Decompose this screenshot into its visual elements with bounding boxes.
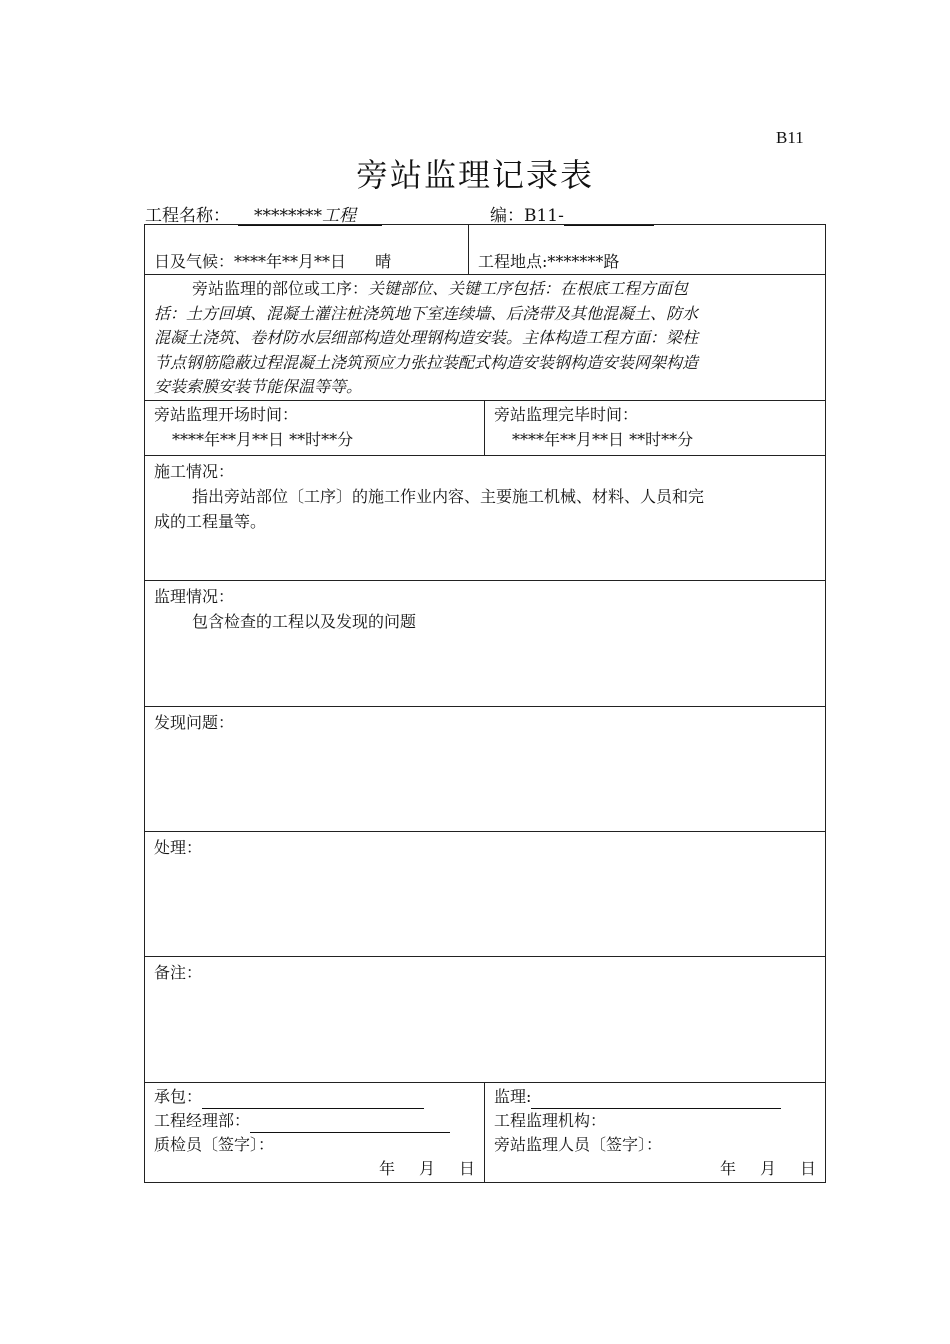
supervisor-label: 监理: [494,1087,532,1106]
start-time-value: ****年**月**日 **时**分 [172,430,354,449]
onsite-supervisor-label: 旁站监理人员〔签字〕： [494,1135,663,1154]
location-label: 工程地点:*******路 [478,252,620,271]
row-times [145,401,826,456]
supervision-text: 包含检查的工程以及发现的问题 [192,612,417,631]
pm-dept-label: 工程经理部： [154,1111,251,1130]
supervisor-date [494,1157,816,1181]
date-weather-cell[interactable] [145,225,469,275]
month-label: 月 [418,1159,435,1178]
handling-label: 处理： [154,838,203,857]
date-weather-label: 日及气候：****年**月**日 [154,252,347,271]
row-remarks [145,957,826,1083]
row-supervision [145,581,826,707]
end-time-value: ****年**月**日 **时**分 [512,430,694,449]
contractor-date [154,1157,475,1181]
construction-text: 指出旁站部位〔工序〕的施工作业内容、主要施工机械、材料、人员和完 [192,487,705,506]
row-signatures [145,1083,826,1183]
scope-line: 混凝土浇筑、卷材防水层细部构造处理钢构造安装。主体构造工程方面：梁柱 [154,328,699,347]
construction-label: 施工情况： [154,462,235,481]
scope-cell[interactable] [145,275,826,401]
year-label: 年 [719,1159,736,1178]
contractor-label: 承包： [154,1087,203,1106]
project-name-value[interactable]: ********工程 [238,207,382,226]
scope-body-first: 关键部位、关键工序包括：在根底工程方面包 [368,279,689,298]
supervision-cell[interactable] [145,581,826,707]
row-handling [145,832,826,957]
contractor-signature-cell[interactable] [145,1083,485,1183]
remarks-cell[interactable] [145,957,826,1083]
supervision-org-label: 工程监理机构： [494,1111,607,1130]
day-label: 日 [458,1159,475,1178]
scope-line: 括：土方回填、混凝土灌注桩浇筑地下室连续墙、后浇带及其他混凝土、防水 [154,303,699,323]
day-label: 日 [799,1159,816,1178]
contractor-blank[interactable] [202,1090,424,1109]
form-number-label: 编：B11- [490,206,564,226]
problems-label: 发现问题： [154,713,235,732]
location-cell[interactable] [469,225,826,275]
year-label: 年 [378,1159,395,1178]
construction-text-cont: 成的工程量等。 [154,512,267,531]
supervision-record-table [144,224,826,1183]
supervisor-blank[interactable] [531,1090,781,1109]
row-construction [145,456,826,581]
end-time-label: 旁站监理完毕时间： [494,405,639,424]
row-date-location [145,225,826,275]
contractor-line [154,1085,475,1109]
form-number-field [490,201,654,226]
pm-dept-blank[interactable] [250,1114,450,1133]
form-code: B11 [776,128,804,147]
construction-cell[interactable] [145,456,826,581]
supervisor-signature-cell[interactable] [485,1083,826,1183]
page-title: 旁站监理记录表 [355,156,594,194]
remarks-label: 备注： [154,963,203,982]
row-problems [145,707,826,832]
start-time-label: 旁站监理开场时间： [154,405,299,424]
scope-lead: 旁站监理的部位或工序： [192,279,369,298]
scope-line: 节点钢筋隐蔽过程混凝土浇筑预应力张拉装配式构造安装钢构造安装网架构造 [154,352,699,372]
end-time-cell[interactable] [485,401,826,456]
scope-line: 安装索膜安装节能保温等等。 [154,377,363,396]
inspector-label: 质检员〔签字〕： [154,1135,275,1154]
problems-cell[interactable] [145,707,826,832]
weather-value: 晴 [375,252,392,271]
pm-dept-line [154,1109,475,1133]
supervisor-line [494,1085,816,1109]
project-name-field [145,201,382,226]
start-time-cell[interactable] [145,401,485,456]
project-name-label: 工程名称： [145,206,230,226]
row-scope [145,275,826,401]
handling-cell[interactable] [145,832,826,957]
month-label: 月 [759,1159,776,1178]
supervision-label: 监理情况： [154,587,235,606]
